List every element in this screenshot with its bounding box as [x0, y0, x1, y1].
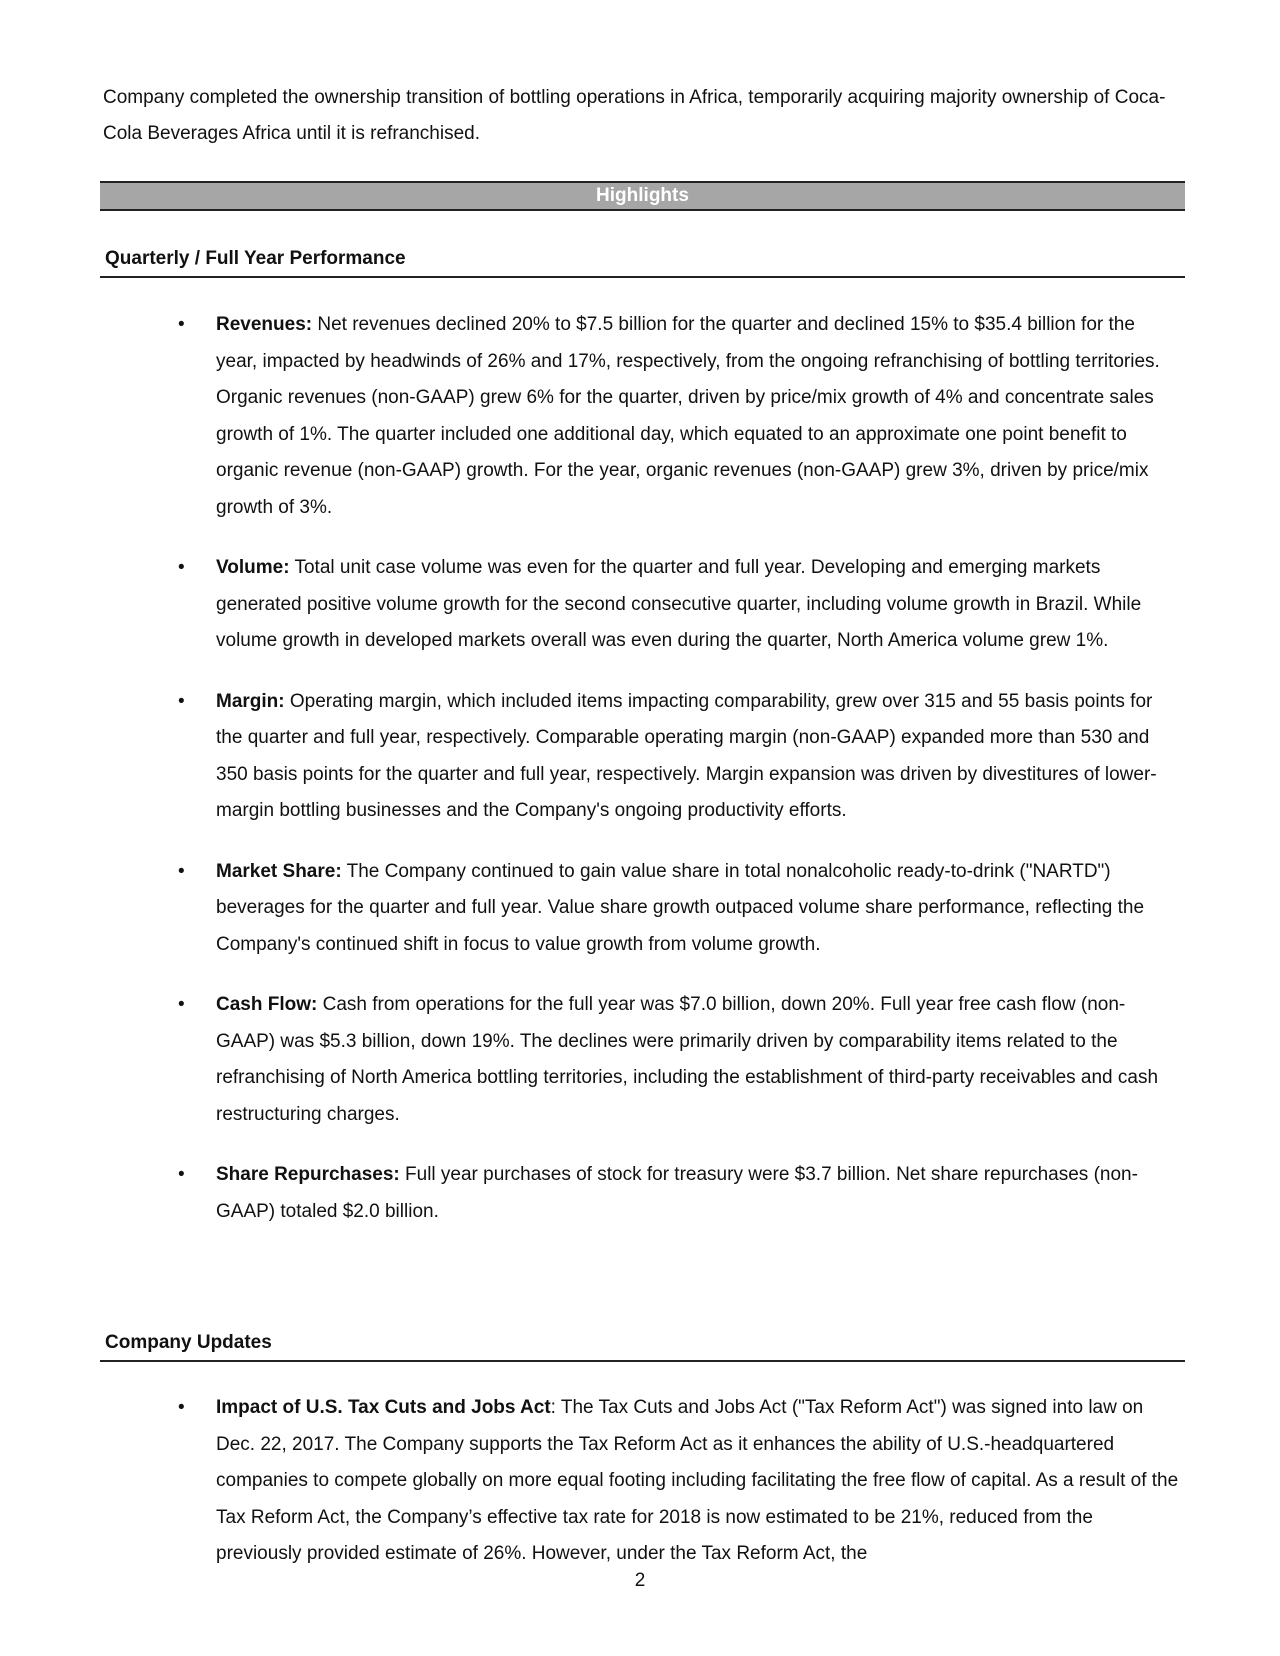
- bullet-text: Operating margin, which included items impacting comparability, grew over 315 and 55 basis points for the quarter and full year, respectively. Comparable operating margin (non-GAAP) expanded more than 530 and 350 basis points for the quarter and full year, respectively. Margin expansion was driven by divestitures of lower-margin bottling businesses and the Company's ongoing productivity efforts.: [216, 690, 1157, 821]
- highlights-banner: [100, 181, 1185, 211]
- page-number: 2: [634, 1570, 646, 1591]
- bullet-lead: Market Share:: [216, 860, 342, 882]
- section-heading-company-updates: Company Updates: [100, 1330, 1185, 1362]
- bullet-lead: Margin:: [216, 690, 285, 712]
- bullet-icon: •: [178, 690, 185, 712]
- bullet-text: Total unit case volume was even for the quarter and full year. Developing and emerging markets generated positive volume growth for the second consecutive quarter, including volume growth in Brazil. While volume growth in developed markets overall was even during the quarter, North America volume grew 1%.: [216, 557, 1142, 651]
- bullet-lead: Cash Flow:: [216, 994, 318, 1015]
- bullet-lead: Volume:: [216, 557, 290, 578]
- bullet-icon: •: [178, 314, 185, 335]
- intro-paragraph: Company completed the ownership transition of bottling operations in Africa, temporarily acquiring majority ownership of Coca-Cola Beverages Africa until it is refranchised.: [103, 87, 1166, 144]
- bullet-item-share-repurchases: [0, 1157, 1181, 1230]
- bullet-item-volume: [0, 550, 1181, 660]
- bullet-item-market-share: [0, 854, 1181, 964]
- bullet-item-revenues: [0, 307, 1181, 526]
- bullet-item-margin: [0, 684, 1181, 830]
- bullet-item-cash-flow: [0, 987, 1181, 1133]
- bullet-text: : The Tax Cuts and Jobs Act ("Tax Reform Act") was signed into law on Dec. 22, 2017. The Company supports the Tax Reform Act as it enhances the ability of U.S.-headquartered companies to compete globally on more equal footing including facilitating the free flow of capital. As a result of the Tax Reform Act, the Company’s effective tax rate for 2018 is now estimated to be 21%, reduced from the previously provided estimate of 26%. However, under the Tax Reform Act, the: [216, 1397, 1179, 1564]
- bullet-icon: •: [178, 860, 185, 882]
- bullet-text: The Company continued to gain value share in total nonalcoholic ready-to-drink ("NARTD") beverages for the quarter and full year. Value share growth outpaced volume share performance, reflecting the Company's continued shift in focus to value growth from volume growth.: [216, 860, 1145, 955]
- bullet-text: Full year purchases of stock for treasury were $3.7 billion. Net share repurchases (non-GAAP) totaled $2.0 billion.: [216, 1164, 1138, 1222]
- bullet-item-tax-reform: [0, 1390, 1181, 1573]
- bullet-icon: •: [178, 557, 185, 578]
- performance-bullet-list: [0, 307, 1280, 1254]
- highlights-banner-label: Highlights: [596, 185, 689, 206]
- bullet-text: Cash from operations for the full year was $7.0 billion, down 20%. Full year free cash flow (non-GAAP) was $5.3 billion, down 19%. The declines were primarily driven by comparability items related to the refranchising of North America bottling territories, including the establishment of third-party receivables and cash restructuring charges.: [216, 994, 1159, 1125]
- section-heading-performance: Quarterly / Full Year Performance: [100, 246, 1185, 278]
- bullet-text: Net revenues declined 20% to $7.5 billion for the quarter and declined 15% to $35.4 billion for the year, impacted by headwinds of 26% and 17%, respectively, from the ongoing refranchising of bottling territories. Organic revenues (non-GAAP) grew 6% for the quarter, driven by price/mix growth of 4% and concentrate sales growth of 1%. The quarter included one additional day, which equated to an approximate one point benefit to organic revenue (non-GAAP) growth. For the year, organic revenues (non-GAAP) grew 3%, driven by price/mix growth of 3%.: [216, 314, 1160, 518]
- bullet-lead: Revenues:: [216, 314, 313, 335]
- bullet-icon: •: [178, 1397, 185, 1418]
- bullet-icon: •: [178, 1164, 185, 1185]
- bullet-lead: Share Repurchases:: [216, 1164, 400, 1185]
- bullet-lead: Impact of U.S. Tax Cuts and Jobs Act: [216, 1397, 551, 1418]
- bullet-icon: •: [178, 994, 185, 1015]
- company-updates-bullet-list: [0, 1390, 1280, 1597]
